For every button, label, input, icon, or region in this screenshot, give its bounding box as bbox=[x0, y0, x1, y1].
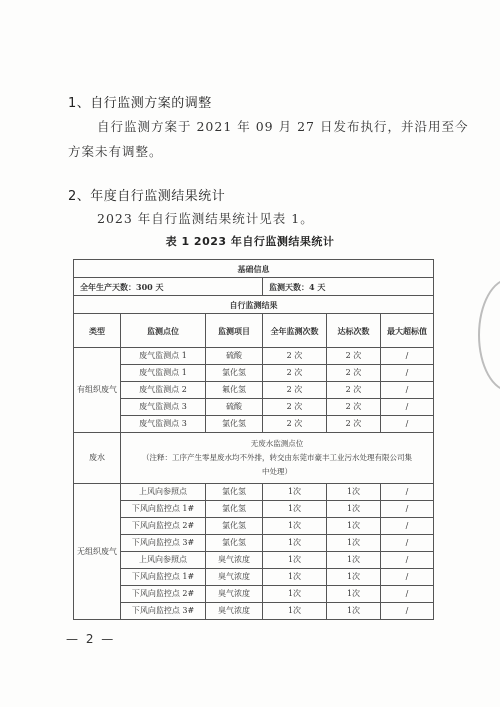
count-cell: 2 次 bbox=[263, 365, 327, 382]
wastewater-note-line3: 中处理） bbox=[262, 467, 293, 476]
section2-paragraph: 2023 年自行监测结果统计见表 1。 bbox=[97, 211, 314, 226]
max-cell: / bbox=[381, 382, 434, 399]
table-row bbox=[74, 569, 434, 586]
item-cell: 氯化氢 bbox=[206, 484, 263, 501]
point-cell: 废气监测点 1 bbox=[121, 365, 206, 382]
column-header: 达标次数 bbox=[327, 314, 381, 348]
max-cell: / bbox=[381, 348, 434, 365]
production-days-cell: 全年生产天数：300 天 bbox=[74, 278, 263, 296]
point-cell: 下风向监控点 3# bbox=[121, 535, 206, 552]
pass-cell: 1次 bbox=[327, 569, 381, 586]
wastewater-note-line1: 无废水监测点位 bbox=[250, 439, 304, 448]
column-header: 全年监测次数 bbox=[263, 314, 327, 348]
table-header-row bbox=[74, 314, 434, 348]
type-cell-organized: 有组织废气 bbox=[74, 348, 121, 433]
table-row bbox=[74, 518, 434, 535]
point-cell: 下风向监控点 3# bbox=[121, 603, 206, 620]
section1-paragraph-line1: 自行监测方案于 2021 年 09 月 27 日发布执行，并沿用至今 bbox=[97, 119, 469, 134]
table-row bbox=[74, 586, 434, 603]
table-row bbox=[74, 365, 434, 382]
table-row bbox=[74, 552, 434, 569]
column-header: 监测点位 bbox=[121, 314, 206, 348]
pass-cell: 2 次 bbox=[327, 365, 381, 382]
table-row bbox=[74, 296, 434, 314]
item-cell: 氯化氢 bbox=[206, 416, 263, 433]
count-cell: 1次 bbox=[263, 603, 327, 620]
section1-paragraph-line2: 方案未有调整。 bbox=[68, 144, 163, 159]
table-row bbox=[74, 348, 434, 365]
count-cell: 1次 bbox=[263, 518, 327, 535]
count-cell: 1次 bbox=[263, 501, 327, 518]
column-header: 最大超标值 bbox=[381, 314, 434, 348]
max-cell: / bbox=[381, 535, 434, 552]
wastewater-note-line2: （注释：工序产生零星废水均不外排，转交由东莞市豪丰工业污水处理有限公司集 bbox=[142, 453, 413, 462]
count-cell: 1次 bbox=[263, 552, 327, 569]
item-cell: 氯化氢 bbox=[206, 518, 263, 535]
column-header: 类型 bbox=[74, 314, 121, 348]
table-row bbox=[74, 501, 434, 518]
max-cell: / bbox=[381, 365, 434, 382]
pass-cell: 2 次 bbox=[327, 416, 381, 433]
max-cell: / bbox=[381, 501, 434, 518]
count-cell: 1次 bbox=[263, 569, 327, 586]
pass-cell: 1次 bbox=[327, 501, 381, 518]
pass-cell: 1次 bbox=[327, 603, 381, 620]
pass-cell: 1次 bbox=[327, 484, 381, 501]
pass-cell: 2 次 bbox=[327, 382, 381, 399]
count-cell: 1次 bbox=[263, 484, 327, 501]
table-row bbox=[74, 260, 434, 278]
section1-heading: 1、自行监测方案的调整 bbox=[68, 96, 212, 111]
table-row bbox=[74, 433, 434, 484]
table-caption: 表 1 2023 年自行监测结果统计 bbox=[165, 235, 335, 248]
column-header: 监测项目 bbox=[206, 314, 263, 348]
seal-stamp-edge bbox=[478, 278, 500, 392]
table-row bbox=[74, 535, 434, 552]
count-cell: 1次 bbox=[263, 586, 327, 603]
max-cell: / bbox=[381, 484, 434, 501]
item-cell: 臭气浓度 bbox=[206, 586, 263, 603]
point-cell: 上风向参照点 bbox=[121, 484, 206, 501]
point-cell: 下风向监控点 2# bbox=[121, 586, 206, 603]
monitoring-days-cell: 监测天数：4 天 bbox=[263, 278, 434, 296]
point-cell: 下风向监控点 1# bbox=[121, 569, 206, 586]
item-cell: 氯化氢 bbox=[206, 365, 263, 382]
point-cell: 废气监测点 3 bbox=[121, 416, 206, 433]
count-cell: 2 次 bbox=[263, 382, 327, 399]
pass-cell: 2 次 bbox=[327, 399, 381, 416]
table-row bbox=[74, 382, 434, 399]
pass-cell: 1次 bbox=[327, 535, 381, 552]
point-cell: 下风向监控点 1# bbox=[121, 501, 206, 518]
section2-heading: 2、年度自行监测结果统计 bbox=[68, 189, 226, 204]
item-cell: 硫酸 bbox=[206, 399, 263, 416]
item-cell: 臭气浓度 bbox=[206, 603, 263, 620]
max-cell: / bbox=[381, 552, 434, 569]
item-cell: 臭气浓度 bbox=[206, 552, 263, 569]
table-row bbox=[74, 399, 434, 416]
max-cell: / bbox=[381, 399, 434, 416]
count-cell: 1次 bbox=[263, 535, 327, 552]
basic-info-header: 基础信息 bbox=[74, 260, 434, 278]
max-cell: / bbox=[381, 586, 434, 603]
max-cell: / bbox=[381, 603, 434, 620]
item-cell: 氟化氢 bbox=[206, 382, 263, 399]
point-cell: 废气监测点 2 bbox=[121, 382, 206, 399]
item-cell: 硫酸 bbox=[206, 348, 263, 365]
results-header: 自行监测结果 bbox=[74, 296, 434, 314]
type-cell-wastewater: 废水 bbox=[74, 433, 121, 484]
item-cell: 氯化氢 bbox=[206, 535, 263, 552]
point-cell: 废气监测点 3 bbox=[121, 399, 206, 416]
page-number: — 2 — bbox=[66, 632, 116, 646]
type-cell-unorganized: 无组织废气 bbox=[74, 484, 121, 620]
item-cell: 臭气浓度 bbox=[206, 569, 263, 586]
max-cell: / bbox=[381, 416, 434, 433]
pass-cell: 1次 bbox=[327, 518, 381, 535]
table-row bbox=[74, 278, 434, 296]
wastewater-note bbox=[121, 433, 434, 484]
point-cell: 下风向监控点 2# bbox=[121, 518, 206, 535]
count-cell: 2 次 bbox=[263, 348, 327, 365]
max-cell: / bbox=[381, 518, 434, 535]
monitoring-results-table bbox=[73, 259, 434, 620]
table-row bbox=[74, 603, 434, 620]
pass-cell: 1次 bbox=[327, 586, 381, 603]
point-cell: 上风向参照点 bbox=[121, 552, 206, 569]
count-cell: 2 次 bbox=[263, 399, 327, 416]
pass-cell: 1次 bbox=[327, 552, 381, 569]
count-cell: 2 次 bbox=[263, 416, 327, 433]
item-cell: 氯化氢 bbox=[206, 501, 263, 518]
max-cell: / bbox=[381, 569, 434, 586]
point-cell: 废气监测点 1 bbox=[121, 348, 206, 365]
pass-cell: 2 次 bbox=[327, 348, 381, 365]
table-row bbox=[74, 416, 434, 433]
table-row bbox=[74, 484, 434, 501]
